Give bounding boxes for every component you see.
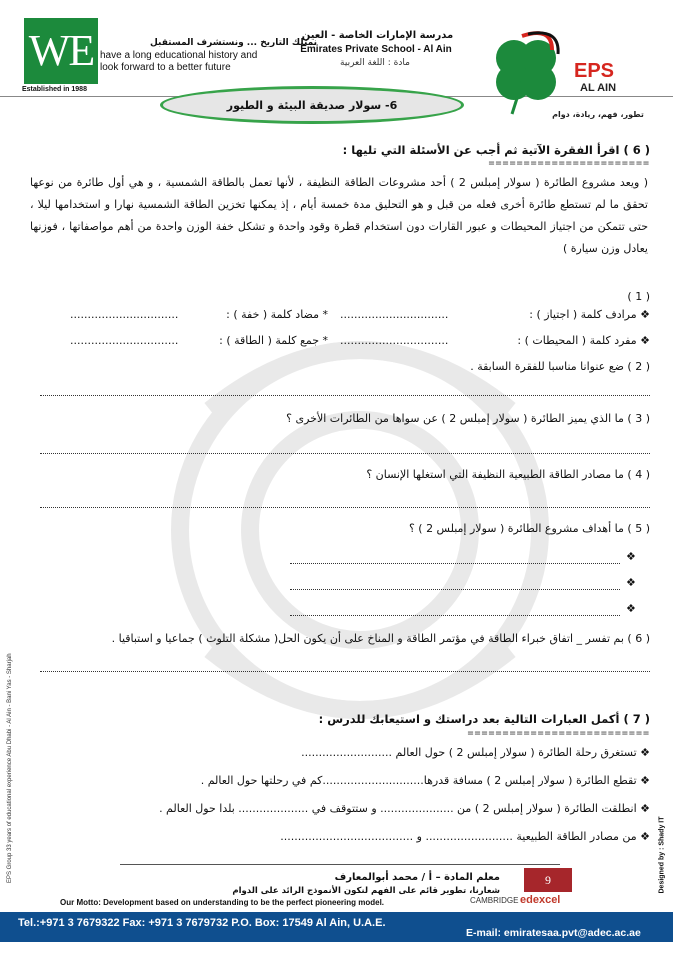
- singular-label: [476, 334, 650, 347]
- q7-item-2-text: تقطع الطائرة ( سولار إمبلس 2 ) مسافة قدرها.............................كم في رحلتها حول العالم .: [200, 774, 637, 787]
- eps-city-text: AL AIN: [580, 82, 617, 94]
- school-name-arabic: مدرسة الإمارات الخاصة - العين: [301, 30, 454, 41]
- slogan-english: have a long educational history and look forward to a better future: [100, 50, 258, 73]
- edexcel-logo: edexcel: [520, 894, 561, 906]
- q6-paragraph: ( ويعد مشروع الطائرة ( سولار إمبلس 2 ) أحد مشروعات الطاقة النظيفة ، لأنها تعمل بالطاقة الشمسية ، و هي أول طائرة من نوعها تحقق ما لم تستطع طائرة أخرى فعله من قبل و هو التحليق مدة خمسة أيام ، إذ يمكنها تخزين الطاقة الشمسية نهارا و استخدامها ليلا ، حتى تتمكن من اجتياز المحيطات و عبور القارات دون استخدام قطرة وقود واحدة و تشكل خفة الوزن واحدة من أهم مواصفاتها ، فوزنها يعادل وزن سيارة ): [30, 176, 648, 255]
- q6-sub1-label: ( 1 ): [627, 290, 650, 303]
- antonym-label: * مضاد كلمة ( خفة ) :: [226, 308, 328, 321]
- antonym-answer-field[interactable]: ...............................: [70, 308, 179, 321]
- lesson-title-oval: [160, 86, 464, 124]
- answer-line[interactable]: [40, 506, 650, 508]
- eps-clover-logo-icon: [482, 30, 662, 116]
- we-logo: WE: [24, 18, 98, 84]
- diamond-bullet-icon: ❖: [636, 802, 650, 815]
- diamond-bullet-icon: ❖: [626, 602, 636, 615]
- motto-arabic: شعارنا، تطوير قائم على الفهم لنكون الأنموذج الرائد على الدوام: [232, 886, 500, 896]
- q7-item-4: [30, 830, 650, 843]
- diamond-bullet-icon: ❖: [636, 308, 650, 321]
- q7-item-4-text: من مصادر الطاقة الطبيعية ......................... و ......................................: [280, 830, 637, 843]
- subject-label: مادة : اللغة العربية: [340, 58, 410, 68]
- cambridge-logo: CAMBRIDGE: [470, 896, 519, 905]
- eps-logo-text: EPS: [574, 60, 615, 82]
- lesson-title: 6- سولار صديقة البيئة و الطيور: [226, 98, 398, 112]
- q7-item-3-text: انطلقت الطائرة ( سولار إمبلس 2 ) من ..................... و ستتوقف في .................... بلدا حول العالم .: [159, 802, 637, 815]
- side-left-text: EPS Group 33 years of educational experience Abu Dhabi - Al Ain - Bani Yas - Sharjah: [7, 653, 13, 883]
- q7-heading: ( 7 ) أكمل العبارات التالية بعد دراستك و استيعابك للدرس :: [318, 712, 650, 726]
- synonym-label: [476, 308, 650, 321]
- answer-line[interactable]: [40, 452, 650, 454]
- side-right-text: Designed by : Shady IT: [658, 816, 666, 894]
- diamond-bullet-icon: ❖: [636, 334, 650, 347]
- slogan-arabic: نمتلك التاريخ ... ونستشرف المستقبل: [150, 38, 318, 48]
- teacher-name: معلم المادة – أ / محمد أبوالمعارف: [334, 872, 500, 883]
- diamond-bullet-icon: ❖: [626, 576, 636, 589]
- goal-answer-line[interactable]: [290, 588, 620, 590]
- q7-item-2: [30, 774, 650, 787]
- motto-english: Our Motto: Development based on understanding to be the perfect pioneering model.: [60, 898, 385, 907]
- page-number: 9: [524, 868, 572, 892]
- school-name-english: Emirates Private School - Al Ain: [300, 44, 452, 55]
- synonym-answer-field[interactable]: ...............................: [340, 308, 449, 321]
- goal-answer-line[interactable]: [290, 562, 620, 564]
- q6-sub5: ( 5 ) ما أهداف مشروع الطائرة ( سولار إمبلس 2 ) ؟: [408, 522, 650, 535]
- q6-separator: =======================: [488, 158, 650, 169]
- diamond-bullet-icon: ❖: [636, 830, 650, 843]
- q6-heading: ( 6 ) اقرأ الفقرة الآتية ثم أجب عن الأسئلة التي تليها :: [342, 143, 650, 157]
- q6-sub6: ( 6 ) بم تفسر _ اتفاق خبراء الطاقة في مؤتمر الطاقة و المناخ على أن يكون الحل( مشكلة التلوث ) جماعيا و استباقيا .: [111, 632, 650, 645]
- diamond-bullet-icon: ❖: [636, 774, 650, 787]
- answer-line[interactable]: [40, 394, 650, 396]
- email-link[interactable]: E-mail: emiratesaa.pvt@adec.ac.ae: [466, 927, 641, 939]
- diamond-bullet-icon: ❖: [626, 550, 636, 563]
- q6-sub4: ( 4 ) ما مصادر الطاقة الطبيعية النظيفة التي استغلها الإنسان ؟: [366, 468, 650, 481]
- footer-divider: [120, 864, 560, 865]
- q7-item-1: [100, 746, 650, 759]
- side-text-right: [652, 720, 666, 940]
- established-text: Established in 1988: [22, 86, 87, 93]
- singular-answer-field[interactable]: ...............................: [340, 334, 449, 347]
- singular-text: مفرد كلمة ( المحيطات ) :: [517, 334, 637, 347]
- q7-item-3: [30, 802, 650, 815]
- plural-answer-field[interactable]: ...............................: [70, 334, 179, 347]
- q7-item-1-text: تستغرق رحلة الطائرة ( سولار إمبلس 2 ) حول العالم ..........................: [301, 746, 637, 759]
- eps-motto-text: تطور، فهم، ريادة، دوام: [552, 110, 644, 119]
- q6-sub3: ( 3 ) ما الذي يميز الطائرة ( سولار إمبلس 2 ) عن سواها من الطائرات الأخرى ؟: [286, 412, 650, 425]
- diamond-bullet-icon: ❖: [636, 746, 650, 759]
- q6-sub2: ( 2 ) ضع عنوانا مناسبا للفقرة السابقة .: [470, 360, 650, 373]
- plural-label: * جمع كلمة ( الطاقة ) :: [219, 334, 328, 347]
- side-text-left: [0, 470, 12, 940]
- contact-info: Tel.:+971 3 7679322 Fax: +971 3 7679732 P.O. Box: 17549 Al Ain, U.A.E.: [18, 917, 386, 929]
- answer-line[interactable]: [40, 670, 650, 672]
- goal-answer-line[interactable]: [290, 614, 620, 616]
- q7-separator: ==========================: [467, 728, 650, 739]
- synonym-text: مرادف كلمة ( اجتياز ) :: [529, 308, 637, 321]
